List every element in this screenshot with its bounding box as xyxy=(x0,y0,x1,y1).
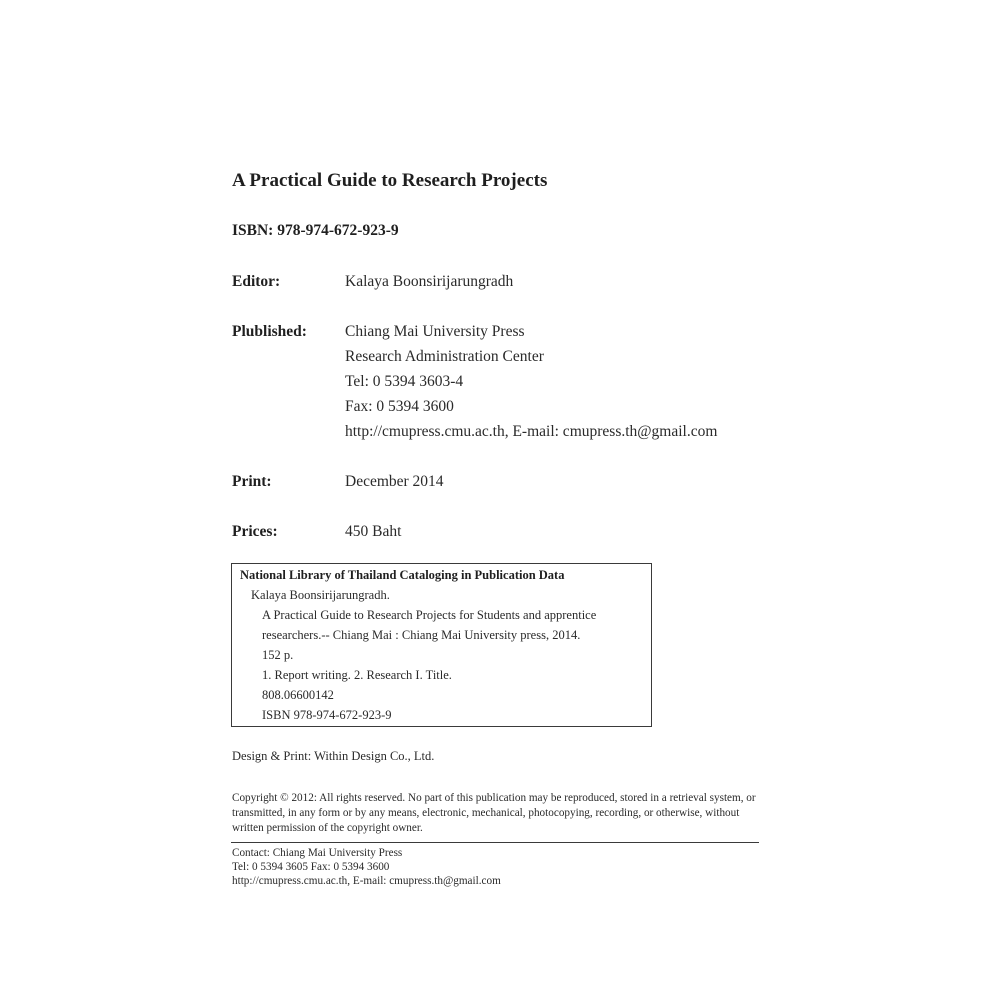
contact-line: http://cmupress.cmu.ac.th, E-mail: cmupress.th@gmail.com xyxy=(232,875,501,887)
cip-heading: National Library of Thailand Cataloging in Publication Data xyxy=(240,568,565,582)
print-value: December 2014 xyxy=(345,473,444,490)
cip-line: 1. Report writing. 2. Research I. Title. xyxy=(262,668,452,682)
published-label: Plublished: xyxy=(232,323,307,340)
contact-line: Contact: Chiang Mai University Press xyxy=(232,847,403,859)
divider xyxy=(231,842,759,843)
cip-line: ISBN 978-974-672-923-9 xyxy=(262,708,392,722)
copyright-notice: Copyright © 2012: All rights reserved. No part of this publication may be reproduced, stored in a retrieval system, or transmitted, in any form or by any means, electronic, mechanical, photocopying, recording, or otherwise, without written permission of the copyright owner. xyxy=(232,792,756,834)
published-line: http://cmupress.cmu.ac.th, E-mail: cmupress.th@gmail.com xyxy=(345,423,718,440)
book-title: A Practical Guide to Research Projects xyxy=(232,170,548,191)
prices-value: 450 Baht xyxy=(345,523,402,540)
published-line: Research Administration Center xyxy=(345,348,544,365)
prices-label: Prices: xyxy=(232,523,278,540)
cip-line: 808.06600142 xyxy=(262,688,334,702)
design-print-credit: Design & Print: Within Design Co., Ltd. xyxy=(232,749,435,763)
cip-box xyxy=(231,563,652,727)
published-line: Chiang Mai University Press xyxy=(345,323,525,340)
cip-line: 152 p. xyxy=(262,648,294,662)
editor-value: Kalaya Boonsirijarungradh xyxy=(345,273,514,290)
editor-label: Editor: xyxy=(232,273,281,290)
cip-line: A Practical Guide to Research Projects for Students and apprentice xyxy=(262,608,597,622)
contact-line: Tel: 0 5394 3605 Fax: 0 5394 3600 xyxy=(232,861,390,873)
cip-line: researchers.-- Chiang Mai : Chiang Mai University press, 2014. xyxy=(262,628,581,642)
published-line: Tel: 0 5394 3603-4 xyxy=(345,373,464,390)
cip-author: Kalaya Boonsirijarungradh. xyxy=(251,588,390,602)
print-label: Print: xyxy=(232,473,272,490)
isbn: ISBN: 978-974-672-923-9 xyxy=(232,222,399,239)
published-line: Fax: 0 5394 3600 xyxy=(345,398,454,415)
